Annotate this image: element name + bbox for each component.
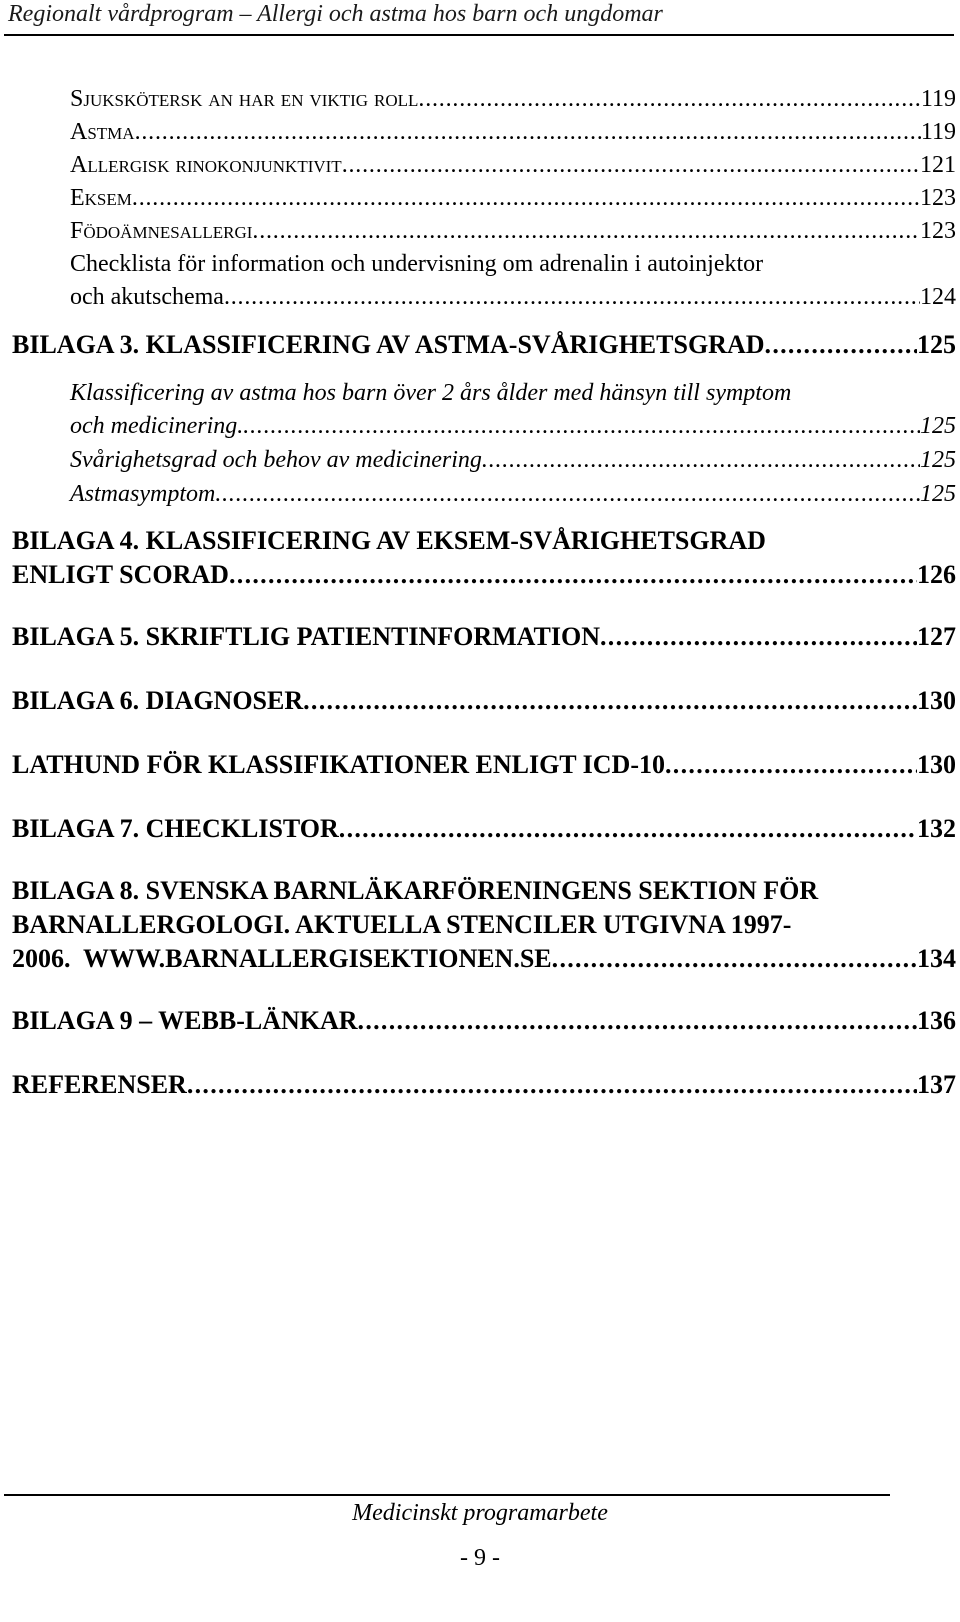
toc-entry-title: och akutschema <box>70 284 224 310</box>
toc-entry-title: Födoämnesallergi <box>70 218 253 244</box>
toc-entry-checklista[interactable] <box>70 284 956 311</box>
toc-entry-title: BILAGA 5. SKRIFTLIG PATIENTINFORMATION <box>12 622 600 651</box>
toc-entry-fodoamnesallergi[interactable] <box>70 218 956 245</box>
toc-page-number: 123 <box>920 218 956 244</box>
toc-page-number: 125 <box>920 481 956 507</box>
toc-entry-bilaga8-line1[interactable]: BILAGA 8. SVENSKA BARNLÄKARFÖRENINGENS SEKTION FÖR <box>12 876 819 905</box>
toc-entry-title: BILAGA 3. KLASSIFICERING AV ASTMA-SVÅRIGHETSGRAD <box>12 330 765 359</box>
toc-leader <box>303 686 917 716</box>
toc-entry-title: BILAGA 7. CHECKLISTOR <box>12 814 339 843</box>
toc-entry-astma[interactable] <box>70 119 956 146</box>
toc-entry-klassificering-barn-line1[interactable]: Klassificering av astma hos barn över 2 års ålder med hänsyn till symptom <box>70 380 792 406</box>
footer-text: Medicinskt programarbete <box>352 1500 608 1526</box>
toc-entry-title: Svårighetsgrad och behov av medicinering <box>70 447 482 473</box>
toc-entry-title: Astmasymptom <box>70 481 216 507</box>
toc-leader <box>224 284 920 311</box>
toc-entry-title: BILAGA 9 – WEBB-LÄNKAR <box>12 1006 358 1035</box>
toc-leader <box>187 1070 917 1100</box>
toc-entry-bilaga4-line1[interactable]: BILAGA 4. KLASSIFICERING AV EKSEM-SVÅRIGHETSGRAD <box>12 526 766 555</box>
toc-entry-sjukskoterskan[interactable] <box>70 86 956 113</box>
toc-entry-eksem[interactable] <box>70 185 956 212</box>
toc-leader <box>243 413 920 440</box>
toc-page-number: 125 <box>920 413 956 439</box>
toc-entry-rinokonjunktivit[interactable] <box>70 152 956 179</box>
toc-leader <box>552 944 917 974</box>
toc-leader <box>482 447 920 474</box>
toc-entry-lathund[interactable] <box>12 750 956 780</box>
toc-page-number: 137 <box>917 1070 956 1099</box>
toc-entry-title: Sjukskötersk an har en viktig roll <box>70 86 419 112</box>
page-number: - 9 - <box>460 1545 500 1571</box>
toc-entry-title: Astma <box>70 119 135 145</box>
toc-leader <box>252 218 920 245</box>
toc-page-number: 127 <box>917 622 956 651</box>
toc-page-number: 119 <box>920 119 956 145</box>
toc-page-number: 132 <box>917 814 956 843</box>
toc-leader <box>132 185 920 212</box>
toc-entry-title: BILAGA 6. DIAGNOSER <box>12 686 304 715</box>
toc-entry-klassificering-barn[interactable] <box>70 413 956 440</box>
toc-leader <box>600 622 917 652</box>
toc-page-number: 125 <box>920 447 956 473</box>
toc-leader <box>339 814 917 844</box>
toc-page-number: 124 <box>920 284 956 310</box>
toc-leader <box>358 1006 917 1036</box>
toc-entry-title: ENLIGT SCORAD <box>12 560 229 589</box>
toc-leader <box>215 481 920 508</box>
toc-leader <box>765 330 917 360</box>
toc-page-number: 136 <box>917 1006 956 1035</box>
running-header-title: Regionalt vårdprogram – Allergi och astma hos barn och ungdomar <box>8 1 663 27</box>
toc-entry-bilaga9[interactable] <box>12 1006 956 1036</box>
toc-page-number: 119 <box>920 86 956 112</box>
toc-page-number: 130 <box>917 686 956 715</box>
toc-entry-bilaga3[interactable] <box>12 330 956 360</box>
toc-entry-bilaga7[interactable] <box>12 814 956 844</box>
toc-page-number: 130 <box>917 750 956 779</box>
toc-leader <box>342 152 920 179</box>
toc-entry-bilaga5[interactable] <box>12 622 956 652</box>
toc-leader <box>418 86 920 113</box>
toc-entry-svarighetsgrad[interactable] <box>70 447 956 474</box>
toc-entry-title: 2006. WWW.BARNALLERGISEKTIONEN.SE <box>12 944 552 973</box>
toc-entry-title: Eksem <box>70 185 132 211</box>
toc-leader <box>229 560 917 590</box>
toc-entry-bilaga4[interactable] <box>12 560 956 590</box>
toc-leader <box>135 119 921 146</box>
toc-entry-title: REFERENSER <box>12 1070 187 1099</box>
toc-page-number: 121 <box>920 152 956 178</box>
toc-entry-bilaga6[interactable] <box>12 686 956 716</box>
toc-entry-bilaga8-line2[interactable]: BARNALLERGOLOGI. AKTUELLA STENCILER UTGIVNA 1997- <box>12 910 792 939</box>
toc-entry-title: LATHUND FÖR KLASSIFIKATIONER ENLIGT ICD-10 <box>12 750 665 779</box>
toc-entry-checklista-line1[interactable]: Checklista för information och undervisning om adrenalin i autoinjektor <box>70 251 764 277</box>
toc-entry-title: Allergisk rinokonjunktivit <box>70 152 342 178</box>
toc-leader <box>665 750 917 780</box>
footer-divider <box>4 1494 890 1496</box>
toc-entry-astmasymptom[interactable] <box>70 481 956 508</box>
toc-entry-bilaga8[interactable] <box>12 944 956 974</box>
toc-entry-referenser[interactable] <box>12 1070 956 1100</box>
toc-entry-title: och medicinering. <box>70 413 244 439</box>
toc-page-number: 126 <box>917 560 956 589</box>
toc-page-number: 125 <box>917 330 956 359</box>
toc-page-number: 123 <box>920 185 956 211</box>
toc-page-number: 134 <box>917 944 956 973</box>
